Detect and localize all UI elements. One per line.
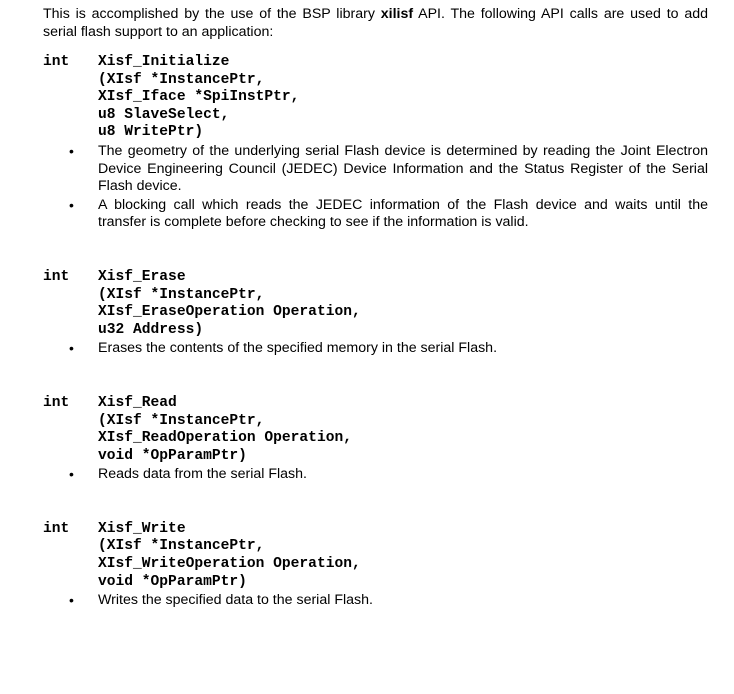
parameter-line: XIsf_WriteOperation Operation, (98, 556, 361, 573)
api-entry (43, 54, 708, 232)
parameter-line: void *OpParamPtr) (98, 573, 247, 590)
description-item (43, 592, 708, 610)
bullet-icon: • (69, 592, 74, 609)
description-list (43, 592, 708, 610)
return-type: int (43, 520, 70, 537)
intro-text-cont: API. The following API calls are used to add serial flash support to an application: (43, 6, 709, 40)
function-signature (43, 521, 708, 591)
return-type: int (43, 54, 70, 70)
bullet-icon: • (69, 196, 74, 213)
function-name: Xisf_Initialize (98, 54, 230, 70)
parameter-line: u8 WritePtr) (98, 124, 204, 141)
parameter-line: XIsf_EraseOperation Operation, (98, 304, 361, 321)
parameter-line: (XIsf *InstancePtr, (98, 286, 265, 303)
api-entry (43, 521, 708, 610)
description-text: Reads data from the serial Flash. (98, 466, 307, 483)
parameter-line: u32 Address) (98, 321, 204, 338)
intro-text: This is accomplished by the use of the BSP library (43, 6, 381, 22)
parameter-line: void *OpParamPtr) (98, 447, 247, 464)
api-entry (43, 269, 708, 358)
function-name: Xisf_Read (98, 394, 177, 411)
document-page (43, 5, 708, 611)
parameter-line: (XIsf *InstancePtr, (98, 71, 265, 88)
signature-lines (98, 269, 708, 339)
parameter-line: (XIsf *InstancePtr, (98, 538, 265, 555)
description-text: Writes the specified data to the serial Flash. (98, 592, 373, 609)
api-entry (43, 395, 708, 484)
return-type: int (43, 394, 70, 411)
parameter-line: (XIsf *InstancePtr, (98, 412, 265, 429)
parameter-line: XIsf_ReadOperation Operation, (98, 430, 352, 447)
bullet-icon: • (69, 466, 74, 483)
description-list (43, 466, 708, 484)
api-list (43, 54, 708, 610)
function-name: Xisf_Write (98, 520, 186, 537)
intro-paragraph (43, 5, 708, 41)
signature-lines (98, 54, 708, 142)
description-list (43, 143, 708, 232)
library-name: xilisf (380, 6, 414, 22)
parameter-line: XIsf_Iface *SpiInstPtr, (98, 89, 300, 106)
signature-lines (98, 395, 708, 465)
description-list (43, 340, 708, 358)
description-item (43, 340, 708, 358)
description-text: A blocking call which reads the JEDEC information of the Flash device and waits until the transfer is complete before checking to see if the information is valid. (98, 196, 708, 231)
function-signature (43, 269, 708, 339)
bullet-icon: • (69, 340, 74, 357)
description-item (43, 466, 708, 484)
bullet-icon: • (69, 142, 74, 159)
parameter-line: u8 SlaveSelect, (98, 106, 230, 123)
return-type: int (43, 268, 70, 285)
function-signature (43, 54, 708, 142)
function-signature (43, 395, 708, 465)
signature-lines (98, 521, 708, 591)
function-name: Xisf_Erase (98, 268, 186, 285)
description-item (43, 143, 708, 196)
description-text: Erases the contents of the specified memory in the serial Flash. (98, 340, 498, 357)
description-text: The geometry of the underlying serial Flash device is determined by reading the Joint Electron Device Engineering Council (JEDEC) Device Information and the Status Register of the Serial Flash device. (98, 142, 708, 195)
description-item (43, 197, 708, 232)
